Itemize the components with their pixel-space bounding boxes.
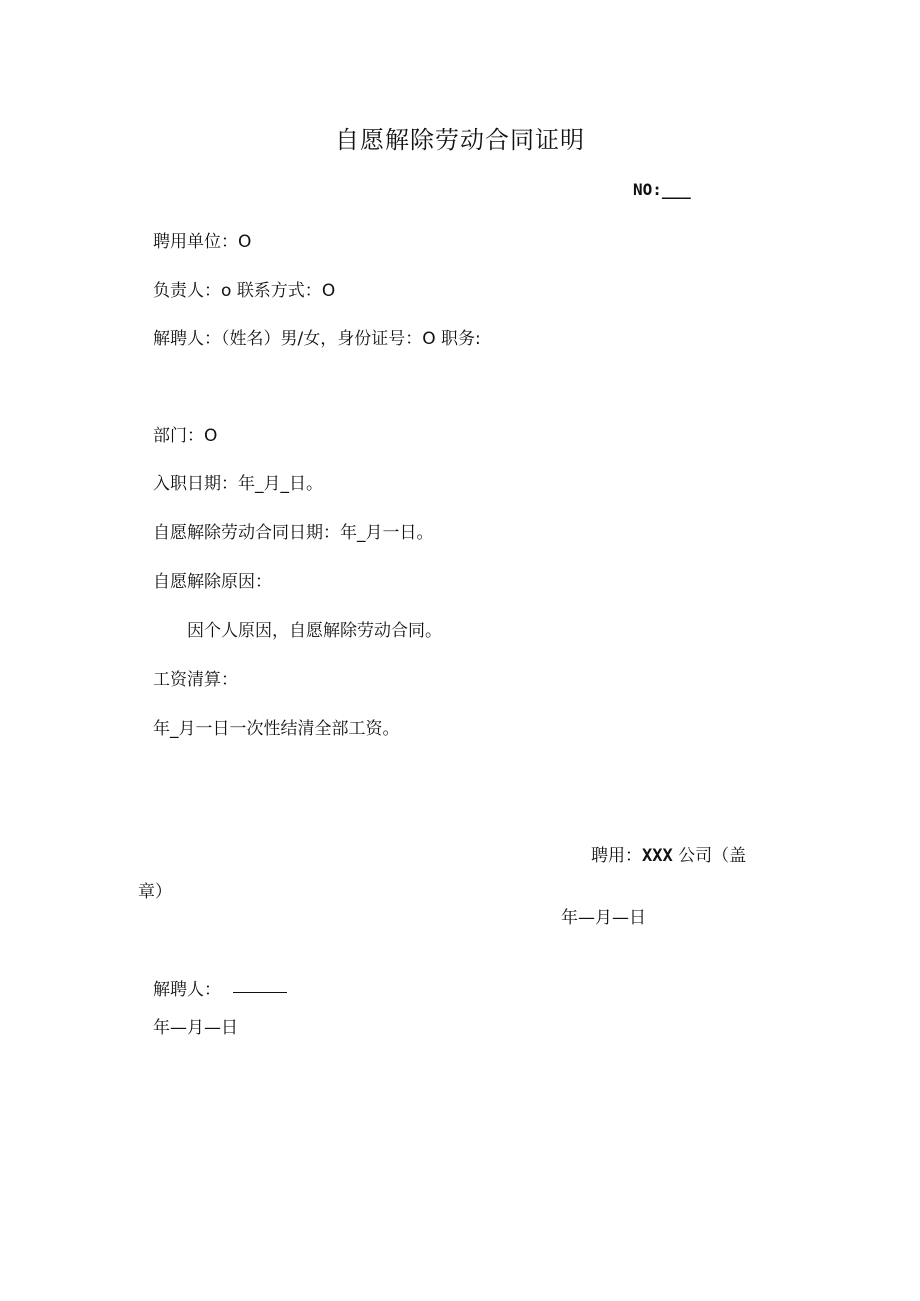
document-number (633, 180, 691, 199)
employer-company-name: XXX (642, 846, 673, 866)
employer-signature-continuation: 章） (138, 882, 172, 902)
employer-signature-date: 年—月—日 (561, 908, 646, 928)
employer-unit-label: 聘用单位： (153, 232, 238, 252)
dismissed-signature-label: 解聘人： (153, 980, 221, 1000)
dismissed-person-field (153, 324, 481, 349)
employer-signature-prefix: 聘用： (591, 846, 642, 866)
contact-label: 联系方式： (236, 281, 322, 301)
dismissed-signature-date: 年—月—日 (153, 1018, 238, 1038)
document-title: 自愿解除劳动合同证明 (335, 126, 585, 154)
employer-unit-value: O (238, 232, 252, 252)
id-number-value: O (422, 329, 436, 349)
wage-text: 年_月一日一次性结清全部工资。 (153, 719, 400, 739)
responsible-label: 负责人： (153, 281, 221, 301)
responsible-field (153, 276, 335, 301)
employer-unit-field (153, 227, 251, 252)
reason-label: 自愿解除原因： (153, 572, 272, 592)
dismissed-signature (153, 975, 287, 1000)
dismissed-person-line: 解聘人：（姓名）男/女，身份证号： (153, 329, 423, 349)
responsible-value: o (221, 281, 232, 301)
employer-signature (591, 841, 746, 866)
position-label: 职务: (441, 329, 481, 349)
department-field (153, 421, 217, 446)
wage-label: 工资清算： (153, 670, 238, 690)
document-number-label: NO: (633, 180, 662, 199)
department-label: 部门： (153, 426, 204, 446)
employer-signature-suffix: 公司（盖 (678, 846, 747, 866)
contact-value: O (321, 281, 336, 301)
termination-date-field: 自愿解除劳动合同日期：年_月一日。 (153, 523, 434, 543)
document-number-value: ___ (661, 180, 691, 199)
hire-date-field: 入职日期：年_月_日。 (153, 474, 323, 494)
reason-text: 因个人原因，自愿解除劳动合同。 (187, 621, 442, 641)
signature-blank-line (233, 992, 287, 993)
department-value: O (204, 426, 218, 446)
